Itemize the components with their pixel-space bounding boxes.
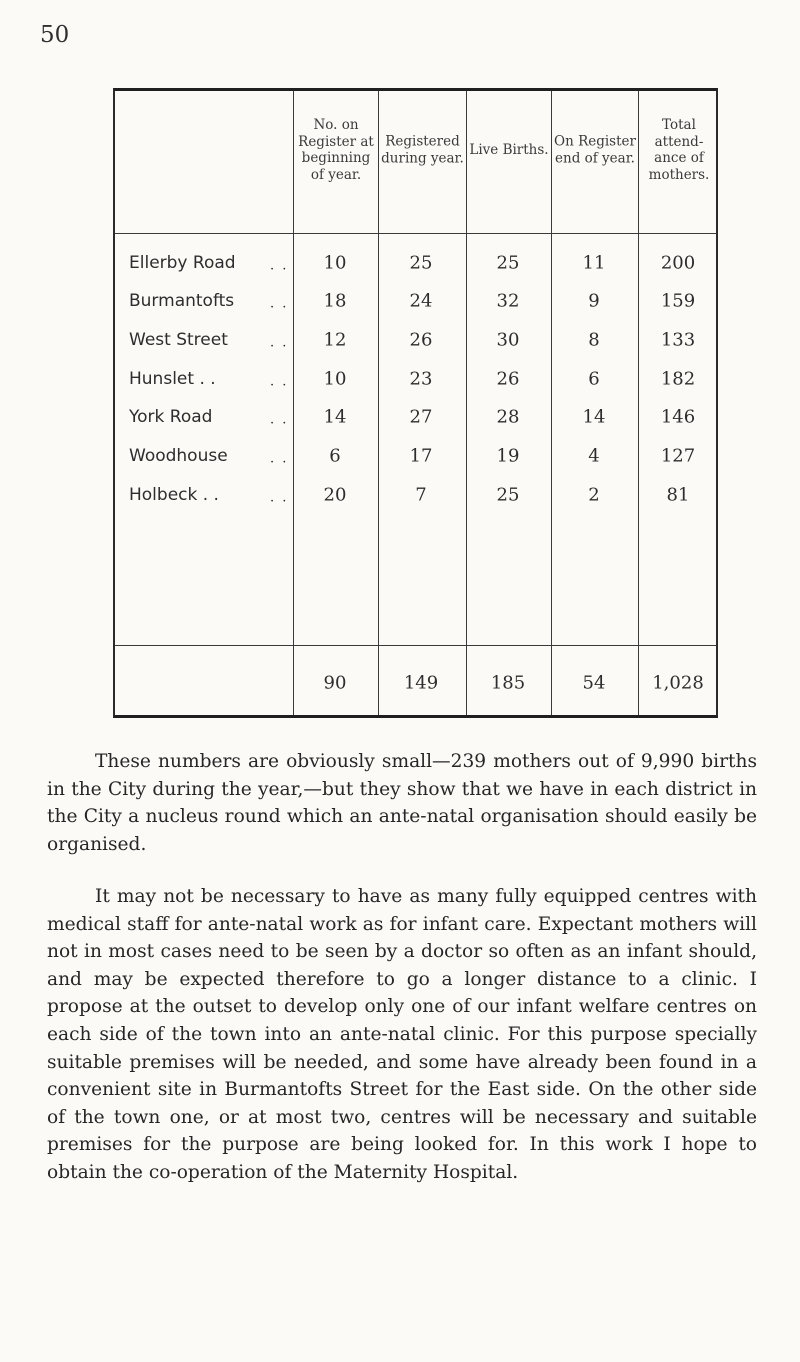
table-cell: 12 bbox=[323, 329, 347, 351]
district-name: Ellerby Road bbox=[129, 253, 236, 273]
header-total-attendance: Total attend-ance of mothers. bbox=[648, 117, 710, 183]
leader-dots: . . bbox=[270, 258, 289, 274]
column-rule bbox=[378, 91, 379, 715]
total-cell: 54 bbox=[582, 672, 606, 694]
column-rule bbox=[638, 91, 639, 715]
header-on-register-beginning: No. on Register at beginning of year. bbox=[298, 117, 374, 183]
page-number: 50 bbox=[40, 22, 70, 48]
table-cell: 182 bbox=[660, 368, 696, 390]
header-live-births: Live Births. bbox=[469, 141, 549, 158]
table-cell: 20 bbox=[323, 484, 347, 506]
table-cell: 2 bbox=[588, 484, 600, 506]
table-cell: 11 bbox=[582, 252, 606, 274]
district-name: York Road bbox=[129, 407, 213, 427]
table-cell: 6 bbox=[329, 445, 341, 467]
table-cell: 200 bbox=[660, 252, 696, 274]
table-cell: 14 bbox=[582, 406, 606, 428]
leader-dots: . . bbox=[270, 490, 289, 506]
table-cell: 6 bbox=[588, 368, 600, 390]
header-rule bbox=[115, 233, 716, 234]
table-cell: 27 bbox=[409, 406, 433, 428]
table-cell: 9 bbox=[588, 290, 600, 312]
table-cell: 25 bbox=[496, 252, 520, 274]
table-cell: 19 bbox=[496, 445, 520, 467]
table-cell: 7 bbox=[415, 484, 427, 506]
leader-dots: . . bbox=[270, 412, 289, 428]
table-cell: 30 bbox=[496, 329, 520, 351]
column-rule bbox=[293, 91, 294, 715]
table-cell: 26 bbox=[409, 329, 433, 351]
total-cell: 149 bbox=[403, 672, 439, 694]
table-cell: 127 bbox=[660, 445, 696, 467]
leader-dots: . . bbox=[270, 374, 289, 390]
table-cell: 23 bbox=[409, 368, 433, 390]
total-cell: 185 bbox=[490, 672, 526, 694]
table-cell: 8 bbox=[588, 329, 600, 351]
header-registered-during-year: Registered during year. bbox=[381, 133, 464, 166]
table-cell: 159 bbox=[660, 290, 696, 312]
table-cell: 26 bbox=[496, 368, 520, 390]
column-rule bbox=[551, 91, 552, 715]
paragraph-2: It may not be necessary to have as many fully equipped centres with medical staff for ante-natal work as for infant care. Expectant mothers will not in most cases need to be seen by a doctor so often as an infant should, and may be expected therefore to go a longer distance to a clinic. I propose at the outset to develop only one of our infant welfare centres on each side of the town into an ante-natal clinic. For this purpose specially suitable premises will be needed, and some have already been found in a convenient site in Burmantofts Street for the East side. On the other side of the town one, or at most two, centres will be necessary and suitable premises for the purpose are being looked for. In this work I hope to obtain the co-operation of the Maternity Hospital. bbox=[47, 886, 757, 1183]
table-cell: 10 bbox=[323, 368, 347, 390]
table-cell: 10 bbox=[323, 252, 347, 274]
table-cell: 81 bbox=[666, 484, 690, 506]
district-name: Hunslet . . bbox=[129, 369, 216, 389]
leader-dots: . . bbox=[270, 451, 289, 467]
table-cell: 32 bbox=[496, 290, 520, 312]
paragraph-1: These numbers are obviously small—239 mothers out of 9,990 births in the City during the year,—but they show that we have in each district in the City a nucleus round which an ante-natal organisation should easily be organised. bbox=[47, 751, 757, 855]
table-cell: 14 bbox=[323, 406, 347, 428]
leader-dots: . . bbox=[270, 335, 289, 351]
leader-dots: . . bbox=[270, 296, 289, 312]
totals-rule bbox=[115, 645, 716, 646]
total-cell: 1,028 bbox=[652, 672, 704, 694]
table-cell: 25 bbox=[409, 252, 433, 274]
table-cell: 25 bbox=[496, 484, 520, 506]
district-name: Holbeck . . bbox=[129, 485, 219, 505]
table-cell: 4 bbox=[588, 445, 600, 467]
total-cell: 90 bbox=[323, 672, 347, 694]
table-cell: 24 bbox=[409, 290, 433, 312]
district-statistics-table bbox=[113, 88, 718, 718]
table-cell: 28 bbox=[496, 406, 520, 428]
column-rule bbox=[466, 91, 467, 715]
district-name: West Street bbox=[129, 330, 228, 350]
table-cell: 17 bbox=[409, 445, 433, 467]
table-cell: 146 bbox=[660, 406, 696, 428]
table-cell: 133 bbox=[660, 329, 696, 351]
table-cell: 18 bbox=[323, 290, 347, 312]
district-name: Woodhouse bbox=[129, 446, 228, 466]
district-name: Burmantofts bbox=[129, 291, 235, 311]
header-on-register-end: On Register end of year. bbox=[554, 133, 636, 166]
